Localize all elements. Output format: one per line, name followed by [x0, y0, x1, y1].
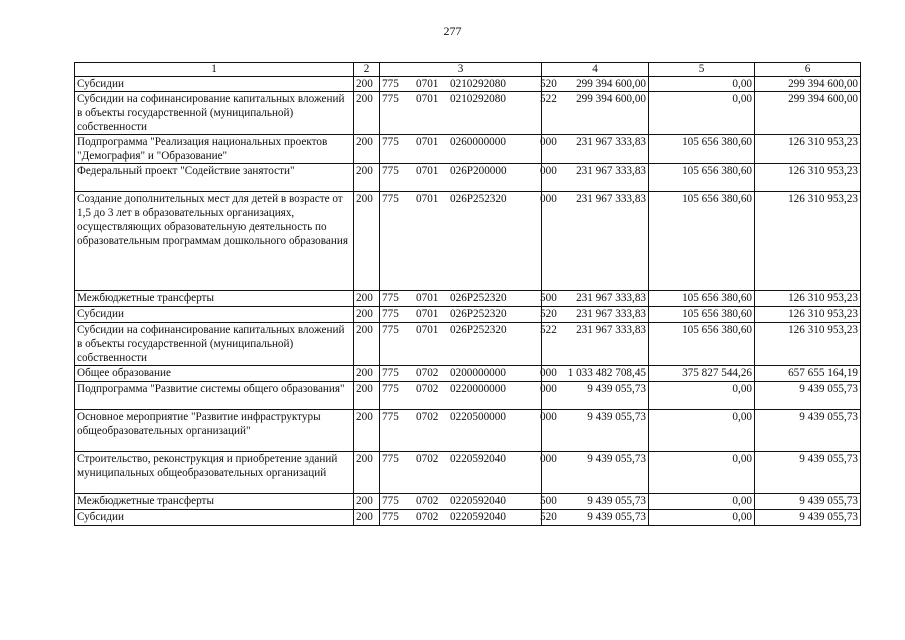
- row-ved-cell: 200: [354, 164, 380, 192]
- code-rz: 0701: [416, 308, 439, 320]
- table-row: [75, 366, 861, 382]
- header-row: [75, 63, 861, 77]
- code-cs: 0220000000: [450, 383, 506, 395]
- row-col5-cell: 105 656 380,60: [649, 164, 755, 192]
- row-ved-cell: 200: [354, 494, 380, 510]
- table-row: [75, 192, 861, 291]
- row-ved-cell: 200: [354, 192, 380, 291]
- code-vr: 520: [540, 308, 557, 320]
- row-col6-cell: 9 439 055,73: [755, 410, 861, 452]
- row-ved-cell: 200: [354, 410, 380, 452]
- row-code-cell: [380, 135, 557, 164]
- code-rz: 0702: [416, 411, 439, 423]
- code-grbs: 775: [382, 165, 399, 177]
- row-code-cell: [380, 192, 557, 291]
- row-code-cell: [380, 382, 557, 410]
- row-code-cell: [380, 366, 557, 382]
- budget-table: [74, 62, 861, 526]
- row-col4-cell: 9 439 055,73: [542, 382, 649, 410]
- code-grbs: 775: [382, 411, 399, 423]
- code-vr: 000: [540, 453, 557, 465]
- row-col5-cell: 0,00: [649, 494, 755, 510]
- row-col4-cell: 231 967 333,83: [542, 291, 649, 307]
- code-grbs: 775: [382, 495, 399, 507]
- row-col4-cell: 9 439 055,73: [542, 452, 649, 494]
- row-col5-cell: 105 656 380,60: [649, 192, 755, 291]
- row-code-cell: [380, 494, 557, 510]
- row-col6-cell: 126 310 953,23: [755, 164, 861, 192]
- row-name-cell: Субсидии: [75, 307, 354, 323]
- code-grbs: 775: [382, 308, 399, 320]
- row-code-cell: [380, 164, 557, 192]
- row-col6-cell: 126 310 953,23: [755, 135, 861, 164]
- code-vr: 500: [540, 292, 557, 304]
- code-grbs: 775: [382, 292, 399, 304]
- row-col5-cell: 375 827 544,26: [649, 366, 755, 382]
- page-number: 277: [443, 24, 462, 38]
- row-ved-cell: 200: [354, 452, 380, 494]
- code-grbs: 775: [382, 93, 399, 105]
- table-row: [75, 307, 861, 323]
- code-vr: 000: [540, 383, 557, 395]
- row-col4-cell: 9 439 055,73: [542, 410, 649, 452]
- row-col4-cell: 299 394 600,00: [542, 77, 649, 92]
- row-ved-cell: 200: [354, 510, 380, 526]
- code-cs: 026P200000: [450, 165, 507, 177]
- table-row: [75, 494, 861, 510]
- row-col6-cell: 9 439 055,73: [755, 452, 861, 494]
- row-col6-cell: 299 394 600,00: [755, 77, 861, 92]
- row-col6-cell: 126 310 953,23: [755, 307, 861, 323]
- row-code-cell: [380, 307, 557, 323]
- code-rz: 0701: [416, 292, 439, 304]
- row-name-cell: Федеральный проект "Содействие занятости": [75, 164, 354, 192]
- code-grbs: 775: [382, 193, 399, 205]
- table-row: [75, 164, 861, 192]
- row-code-cell: [380, 452, 557, 494]
- code-cs: 0200000000: [450, 367, 506, 379]
- code-vr: 000: [540, 136, 557, 148]
- code-vr: 522: [540, 93, 557, 105]
- row-ved-cell: 200: [354, 291, 380, 307]
- code-grbs: 775: [382, 324, 399, 336]
- row-name-cell: Субсидии на софинансирование капитальных вложений в объекты государственной (муниципальной) собственности: [75, 92, 354, 135]
- code-grbs: 775: [382, 453, 399, 465]
- row-col6-cell: 9 439 055,73: [755, 510, 861, 526]
- code-grbs: 775: [382, 78, 399, 90]
- row-name-cell: Подпрограмма "Развитие системы общего образования": [75, 382, 354, 410]
- row-ved-cell: 200: [354, 382, 380, 410]
- table-row: [75, 77, 861, 92]
- code-cs: 026P252320: [450, 193, 507, 205]
- code-rz: 0702: [416, 367, 439, 379]
- table-row: [75, 510, 861, 526]
- header-cell: 5: [649, 63, 755, 77]
- row-code-cell: [380, 291, 557, 307]
- row-ved-cell: 200: [354, 366, 380, 382]
- row-name-cell: Общее образование: [75, 366, 354, 382]
- header-cell: 2: [354, 63, 380, 77]
- code-rz: 0701: [416, 78, 439, 90]
- row-ved-cell: 200: [354, 307, 380, 323]
- row-name-cell: Строительство, реконструкция и приобретение зданий муниципальных общеобразовательных организаций: [75, 452, 354, 494]
- code-vr: 000: [540, 165, 557, 177]
- row-col4-cell: 1 033 482 708,45: [542, 366, 649, 382]
- code-vr: 000: [540, 411, 557, 423]
- code-grbs: 775: [382, 383, 399, 395]
- table-body: [75, 63, 861, 526]
- row-col6-cell: 299 394 600,00: [755, 92, 861, 135]
- row-col6-cell: 126 310 953,23: [755, 291, 861, 307]
- row-name-cell: Создание дополнительных мест для детей в возрасте от 1,5 до 3 лет в образовательных организациях, осуществляющих образовательную деятельность по образовательным программам дошкольного образования: [75, 192, 354, 291]
- row-col6-cell: 9 439 055,73: [755, 494, 861, 510]
- code-cs: 026P252320: [450, 308, 507, 320]
- row-ved-cell: 200: [354, 92, 380, 135]
- code-cs: 0220592040: [450, 511, 506, 523]
- code-cs: 0260000000: [450, 136, 506, 148]
- row-col4-cell: 231 967 333,83: [542, 135, 649, 164]
- table-row: [75, 452, 861, 494]
- code-rz: 0701: [416, 136, 439, 148]
- row-col5-cell: 105 656 380,60: [649, 323, 755, 366]
- row-col6-cell: 9 439 055,73: [755, 382, 861, 410]
- row-col4-cell: 9 439 055,73: [542, 494, 649, 510]
- code-rz: 0702: [416, 383, 439, 395]
- table-row: [75, 382, 861, 410]
- row-col5-cell: 105 656 380,60: [649, 291, 755, 307]
- row-col6-cell: 657 655 164,19: [755, 366, 861, 382]
- code-vr: 000: [540, 193, 557, 205]
- code-rz: 0701: [416, 193, 439, 205]
- row-col5-cell: 0,00: [649, 77, 755, 92]
- code-cs: 0220500000: [450, 411, 506, 423]
- row-col4-cell: 9 439 055,73: [542, 510, 649, 526]
- code-cs: 0210292080: [450, 93, 506, 105]
- row-code-cell: [380, 410, 557, 452]
- row-col6-cell: 126 310 953,23: [755, 192, 861, 291]
- code-cs: 0220592040: [450, 453, 506, 465]
- row-code-cell: [380, 92, 557, 135]
- code-cs: 026P252320: [450, 292, 507, 304]
- header-cell: 3: [380, 63, 542, 77]
- code-vr: 500: [540, 495, 557, 507]
- code-grbs: 775: [382, 511, 399, 523]
- row-col4-cell: 299 394 600,00: [542, 92, 649, 135]
- row-ved-cell: 200: [354, 323, 380, 366]
- row-col4-cell: 231 967 333,83: [542, 192, 649, 291]
- row-code-cell: [380, 323, 557, 366]
- code-grbs: 775: [382, 367, 399, 379]
- code-vr: 000: [540, 367, 557, 379]
- code-grbs: 775: [382, 136, 399, 148]
- code-rz: 0701: [416, 93, 439, 105]
- row-name-cell: Субсидии: [75, 510, 354, 526]
- code-rz: 0701: [416, 165, 439, 177]
- code-rz: 0702: [416, 453, 439, 465]
- row-name-cell: Основное мероприятие "Развитие инфраструктуры общеобразовательных организаций": [75, 410, 354, 452]
- code-vr: 522: [540, 324, 557, 336]
- table-row: [75, 410, 861, 452]
- header-cell: 1: [75, 63, 354, 77]
- row-name-cell: Субсидии: [75, 77, 354, 92]
- row-col5-cell: 105 656 380,60: [649, 135, 755, 164]
- row-col5-cell: 0,00: [649, 452, 755, 494]
- row-name-cell: Подпрограмма "Реализация национальных проектов "Демография" и "Образование": [75, 135, 354, 164]
- row-col5-cell: 0,00: [649, 510, 755, 526]
- code-cs: 0210292080: [450, 78, 506, 90]
- row-code-cell: [380, 77, 557, 92]
- row-code-cell: [380, 510, 557, 526]
- row-col6-cell: 126 310 953,23: [755, 323, 861, 366]
- header-cell: 4: [542, 63, 649, 77]
- code-vr: 520: [540, 78, 557, 90]
- row-name-cell: Межбюджетные трансферты: [75, 291, 354, 307]
- code-rz: 0701: [416, 324, 439, 336]
- code-vr: 520: [540, 511, 557, 523]
- row-ved-cell: 200: [354, 135, 380, 164]
- code-rz: 0702: [416, 511, 439, 523]
- row-name-cell: Субсидии на софинансирование капитальных вложений в объекты государственной (муниципальной) собственности: [75, 323, 354, 366]
- row-col4-cell: 231 967 333,83: [542, 307, 649, 323]
- code-rz: 0702: [416, 495, 439, 507]
- row-col5-cell: 0,00: [649, 92, 755, 135]
- row-col5-cell: 0,00: [649, 410, 755, 452]
- table-row: [75, 135, 861, 164]
- code-cs: 0220592040: [450, 495, 506, 507]
- row-ved-cell: 200: [354, 77, 380, 92]
- row-col5-cell: 105 656 380,60: [649, 307, 755, 323]
- row-col4-cell: 231 967 333,83: [542, 323, 649, 366]
- row-col4-cell: 231 967 333,83: [542, 164, 649, 192]
- table-row: [75, 92, 861, 135]
- table-row: [75, 291, 861, 307]
- code-cs: 026P252320: [450, 324, 507, 336]
- row-col5-cell: 0,00: [649, 382, 755, 410]
- header-cell: 6: [755, 63, 861, 77]
- row-name-cell: Межбюджетные трансферты: [75, 494, 354, 510]
- table-row: [75, 323, 861, 366]
